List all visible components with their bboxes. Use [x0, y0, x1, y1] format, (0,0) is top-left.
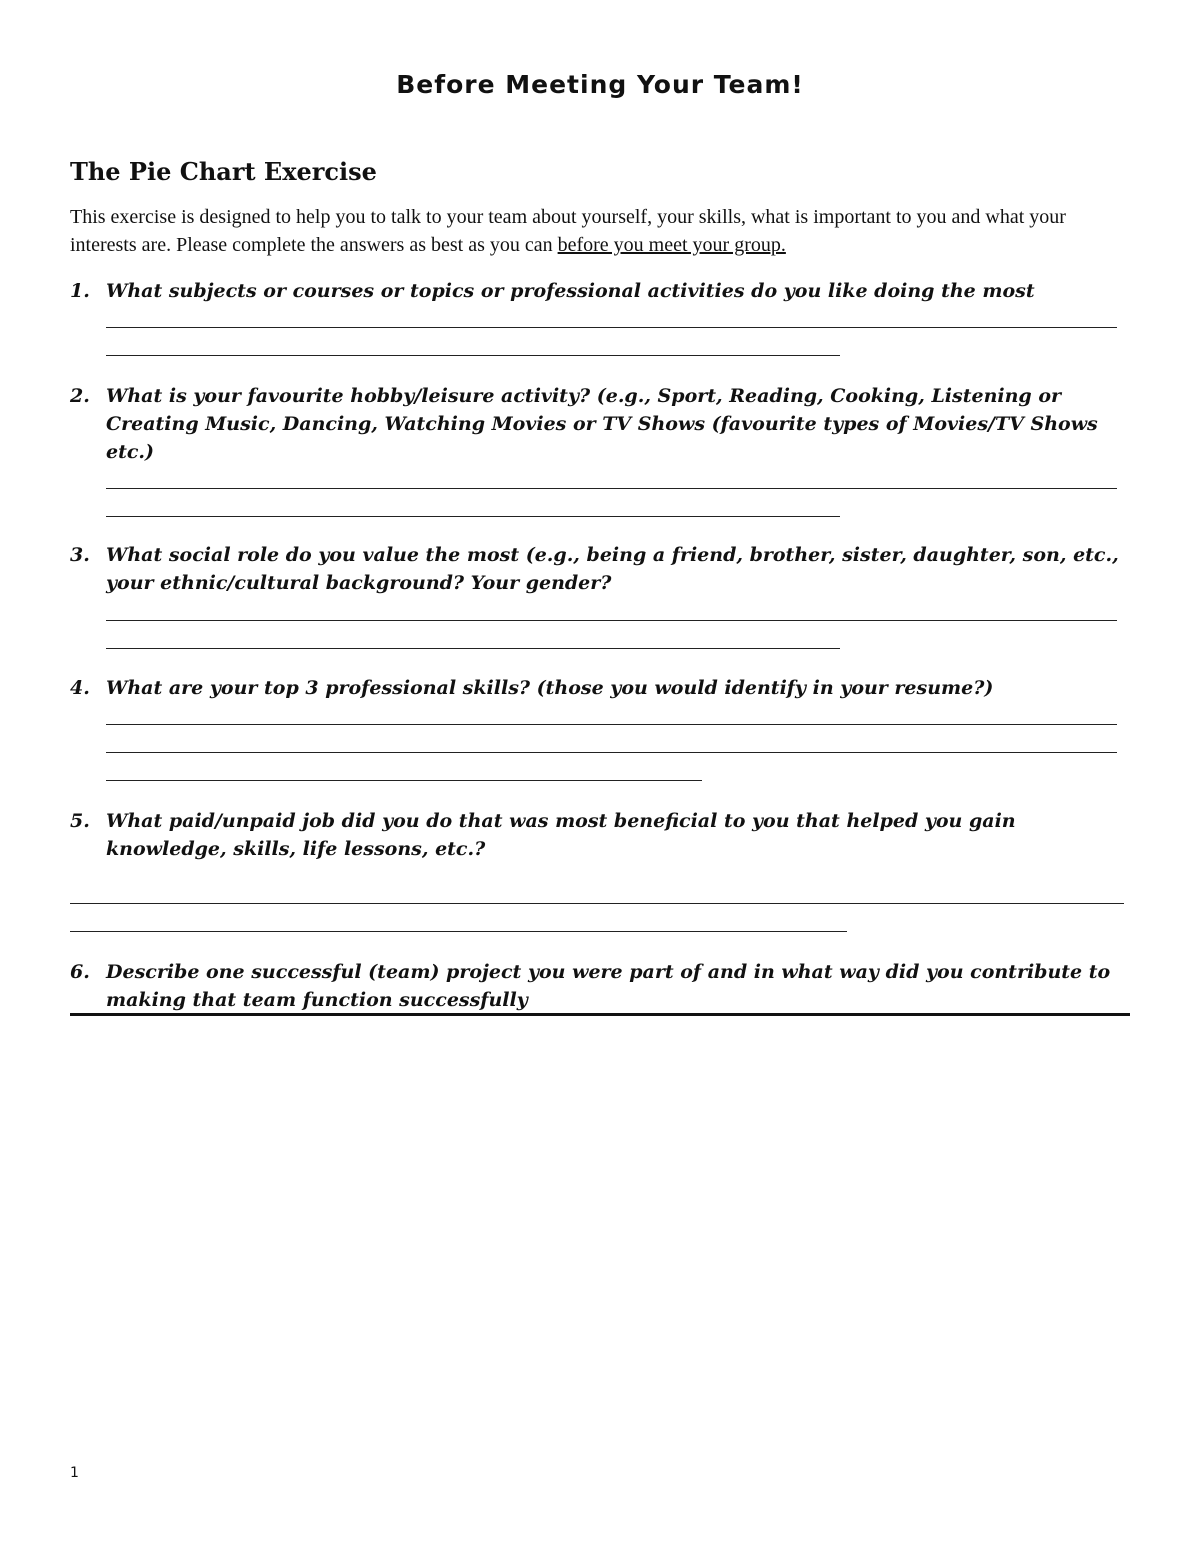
question-number: 3. [70, 544, 90, 566]
question-6 [70, 958, 1128, 1014]
question-text: What is your favourite hobby/leisure activity? (e.g., Sport, Reading, Cooking, Listening or Creating Music, Dancing, Watching Movies or TV Shows (favourite types of Movies/TV Shows etc.) [106, 385, 1098, 463]
question-number: 2. [70, 385, 90, 407]
intro-paragraph [70, 203, 1130, 259]
answer-line[interactable] [106, 620, 1117, 621]
intro-text: This exercise is designed to help you to talk to your team about yourself, your skills, what is important to you and what your interests are. Please complete the answers as best as you can [70, 206, 1066, 256]
question-text: What social role do you value the most (e.g., being a friend, brother, sister, daughter, son, etc., your ethnic/cultural background? Your gender? [106, 544, 1119, 594]
intro-underlined-text: before you meet your group. [557, 234, 786, 256]
section-heading: The Pie Chart Exercise [70, 157, 377, 186]
answer-line[interactable] [106, 327, 1117, 328]
question-2 [70, 382, 1128, 466]
question-3 [70, 541, 1128, 597]
question-5 [70, 807, 1128, 863]
page-number: 1 [70, 1465, 79, 1481]
question-text: What paid/unpaid job did you do that was most beneficial to you that helped you gain knowledge, skills, life lessons, etc.? [106, 810, 1016, 860]
question-number: 5. [70, 810, 90, 832]
answer-line[interactable] [106, 780, 702, 781]
question-number: 6. [70, 961, 90, 983]
answer-line[interactable] [106, 355, 840, 356]
document-title: Before Meeting Your Team! [396, 70, 804, 99]
answer-line[interactable] [106, 724, 1117, 725]
question-text: What are your top 3 professional skills? (those you would identify in your resume?) [106, 677, 994, 699]
answer-line[interactable] [106, 648, 840, 649]
question-1 [70, 277, 1128, 305]
question-4 [70, 674, 1128, 702]
question-number: 1. [70, 280, 90, 302]
answer-line[interactable] [106, 488, 1117, 489]
answer-line[interactable] [70, 1013, 1130, 1016]
answer-line[interactable] [106, 516, 840, 517]
answer-line[interactable] [70, 903, 1124, 904]
question-text: Describe one successful (team) project you were part of and in what way did you contribute to making that team function successfully [106, 961, 1111, 1011]
answer-line[interactable] [106, 752, 1117, 753]
question-number: 4. [70, 677, 90, 699]
answer-line[interactable] [70, 931, 847, 932]
question-text: What subjects or courses or topics or professional activities do you like doing the most [106, 280, 1035, 302]
